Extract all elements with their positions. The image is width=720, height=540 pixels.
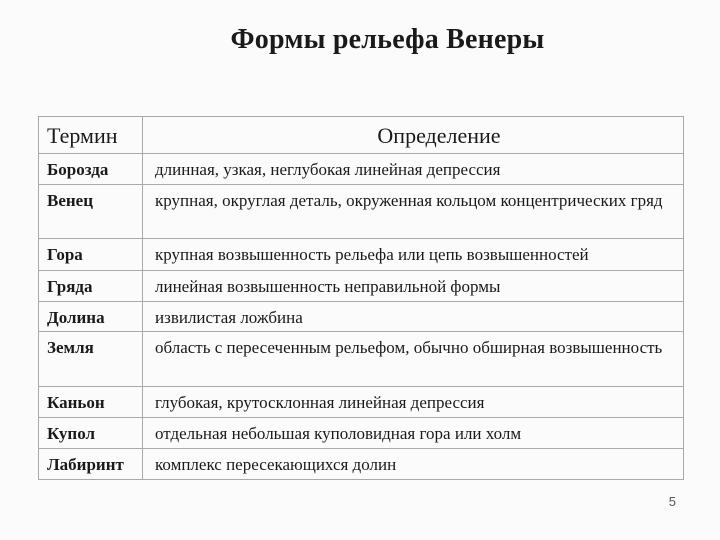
term-cell: Лабиринт [39,449,143,480]
table-row [39,387,684,418]
definition-text: крупная возвышенность рельефа или цепь возвышенностей [155,245,589,264]
definition-text: крупная, округлая деталь, окруженная кольцом концентрических гряд [155,191,663,210]
table-row [39,332,684,387]
slide-title: Формы рельефа Венеры [230,24,545,55]
term-cell: Долина [39,302,143,332]
definition-cell [143,302,684,332]
definition-cell [143,387,684,418]
term-cell: Борозда [39,154,143,185]
definition-cell [143,271,684,302]
term-cell: Гряда [39,271,143,302]
table-row [39,271,684,302]
definition-text: область с пересеченным рельефом, обычно обширная возвышенность [155,338,663,357]
terms-table [38,116,684,480]
table-row [39,449,684,480]
definition-text: линейная возвышенность неправильной формы [155,277,501,296]
definition-cell [143,449,684,480]
table-row [39,302,684,332]
term-cell: Гора [39,239,143,271]
definition-cell [143,239,684,271]
definition-text: отдельная небольшая куполовидная гора или холм [155,424,522,443]
header-definition: Определение [143,117,684,154]
definition-text: извилистая ложбина [155,308,303,327]
table-row [39,185,684,239]
header-term: Термин [39,117,143,154]
definition-text: длинная, узкая, неглубокая линейная депрессия [155,160,501,179]
definition-text: глубокая, крутосклонная линейная депрессия [155,393,485,412]
table-header-row [39,117,684,154]
term-cell: Каньон [39,387,143,418]
table-row [39,239,684,271]
term-cell: Венец [39,185,143,239]
definition-cell [143,418,684,449]
table-row [39,154,684,185]
page-number: 5 [668,494,676,509]
definition-cell [143,332,684,387]
definition-cell [143,185,684,239]
definition-text: комплекс пересекающихся долин [155,455,397,474]
table-row [39,418,684,449]
term-cell: Земля [39,332,143,387]
definition-cell [143,154,684,185]
term-cell: Купол [39,418,143,449]
